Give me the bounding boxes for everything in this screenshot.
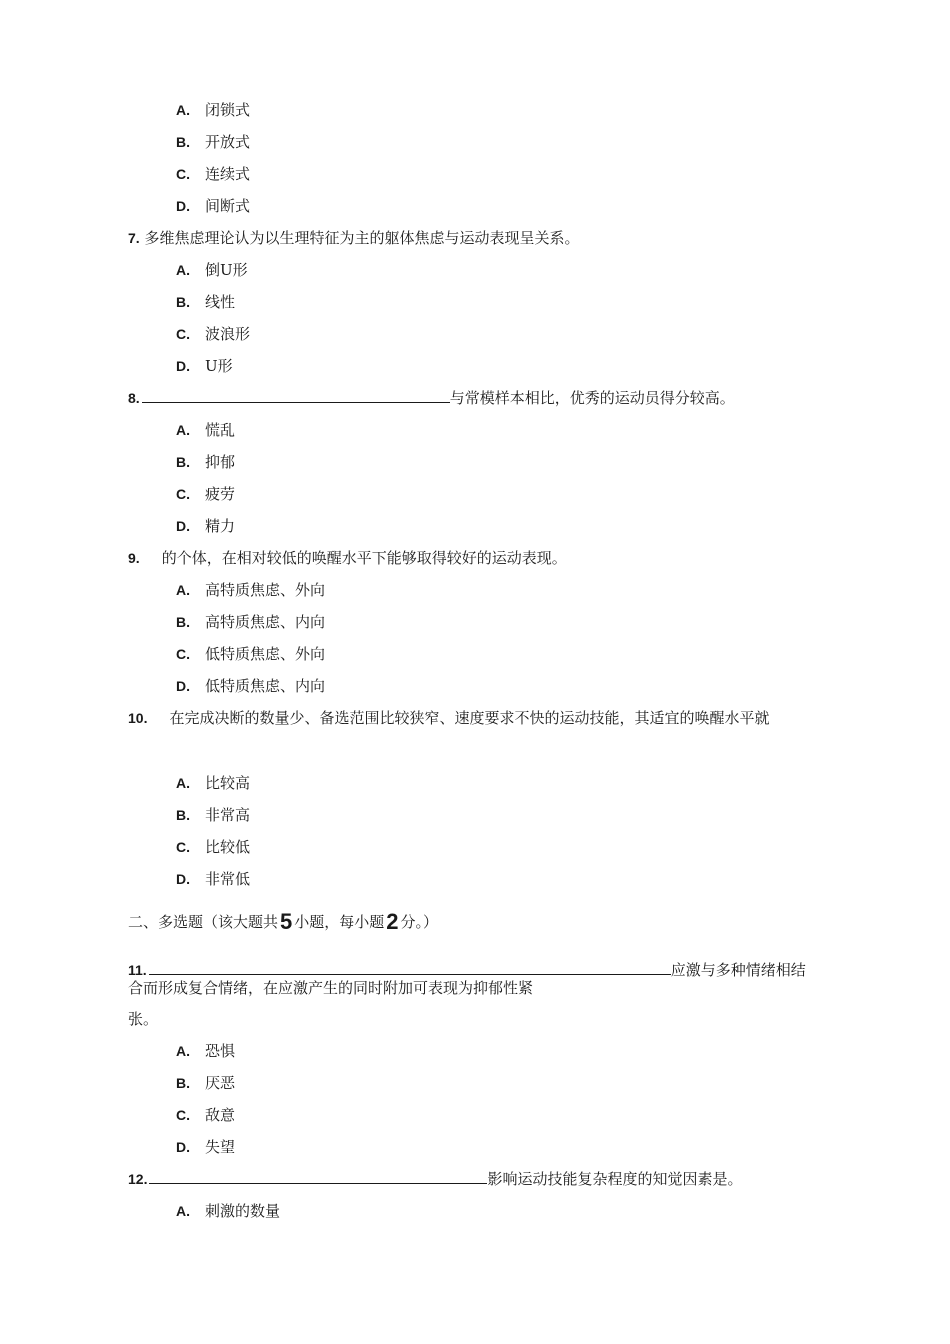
q10-option-c — [176, 837, 250, 857]
option-text: 线性 — [205, 293, 236, 311]
question-text: 应激与多种情绪相结 — [670, 961, 806, 979]
option-letter: A. — [176, 1203, 190, 1219]
option-letter: D. — [176, 198, 190, 214]
question-text: 多维焦虑理论认为以生理特征为主的躯体焦虑与运动表现呈关系。 — [144, 229, 580, 247]
option-text: 闭锁式 — [205, 101, 251, 119]
answer-blank — [142, 388, 450, 403]
q6-option-a — [176, 100, 250, 120]
option-text: 间断式 — [205, 197, 251, 215]
option-letter: B. — [176, 614, 190, 630]
q9-option-a — [176, 580, 325, 600]
option-letter: A. — [176, 422, 190, 438]
option-text: 波浪形 — [205, 325, 251, 343]
option-text: 敌意 — [205, 1106, 236, 1124]
option-text: 比较高 — [205, 774, 251, 792]
option-letter: A. — [176, 582, 190, 598]
option-text: 比较低 — [205, 838, 251, 856]
q11-option-b — [176, 1073, 235, 1093]
question-number: 7. — [128, 230, 140, 246]
option-letter: D. — [176, 518, 190, 534]
answer-blank — [149, 960, 671, 975]
q6-option-d — [176, 196, 250, 216]
option-letter: C. — [176, 646, 190, 662]
question-10 — [128, 708, 769, 728]
option-text: 慌乱 — [205, 421, 236, 439]
option-text: 抑郁 — [205, 453, 236, 471]
option-letter: D. — [176, 358, 190, 374]
option-letter: D. — [176, 678, 190, 694]
option-text: 高特质焦虑、内向 — [205, 613, 326, 631]
question-number: 12. — [128, 1171, 148, 1187]
option-text: 厌恶 — [205, 1074, 236, 1092]
option-letter: A. — [176, 102, 190, 118]
option-letter: D. — [176, 1139, 190, 1155]
question-11 — [128, 960, 806, 980]
option-text: 高特质焦虑、外向 — [205, 581, 326, 599]
option-text: 恐惧 — [205, 1042, 236, 1060]
question-count: 5 — [280, 909, 293, 934]
q8-option-c — [176, 484, 235, 504]
section-heading — [128, 910, 438, 934]
option-letter: C. — [176, 326, 190, 342]
option-text: 连续式 — [205, 165, 251, 183]
option-text: 低特质焦虑、外向 — [205, 645, 326, 663]
option-letter: C. — [176, 486, 190, 502]
question-7 — [128, 228, 579, 248]
option-text: 精力 — [205, 517, 236, 535]
option-text: 失望 — [205, 1138, 236, 1156]
section-middle: 小题，每小题 — [294, 913, 385, 931]
option-letter: C. — [176, 839, 190, 855]
question-number: 10. — [128, 710, 148, 726]
option-letter: B. — [176, 134, 190, 150]
option-letter: A. — [176, 1043, 190, 1059]
option-text: 倒U形 — [205, 261, 248, 279]
question-9 — [128, 548, 567, 568]
q9-option-b — [176, 612, 325, 632]
q6-option-c — [176, 164, 250, 184]
q10-option-b — [176, 805, 250, 825]
question-number: 9. — [128, 550, 140, 566]
question-8 — [128, 388, 735, 408]
option-letter: D. — [176, 871, 190, 887]
q11-option-c — [176, 1105, 235, 1125]
q11-option-d — [176, 1137, 235, 1157]
option-letter: C. — [176, 1107, 190, 1123]
answer-blank — [149, 1169, 487, 1184]
q7-option-c — [176, 324, 250, 344]
option-letter: A. — [176, 262, 190, 278]
q9-option-c — [176, 644, 325, 664]
section-prefix: 二、多选题（该大题共 — [128, 913, 279, 931]
question-11-line-2: 合而形成复合情绪，在应激产生的同时附加可表现为抑郁性紧 — [128, 979, 534, 997]
q7-option-a — [176, 260, 248, 280]
question-12 — [128, 1169, 742, 1189]
option-text: U形 — [205, 357, 233, 375]
q10-option-d — [176, 869, 250, 889]
option-text: 非常低 — [205, 870, 251, 888]
q9-option-d — [176, 676, 325, 696]
q8-option-a — [176, 420, 235, 440]
q7-option-b — [176, 292, 235, 312]
question-text: 影响运动技能复杂程度的知觉因素是。 — [487, 1170, 743, 1188]
q11-option-a — [176, 1041, 235, 1061]
question-text: 的个体，在相对较低的唤醒水平下能够取得较好的运动表现。 — [161, 549, 567, 567]
option-text: 开放式 — [205, 133, 251, 151]
q6-option-b — [176, 132, 250, 152]
points-per-question: 2 — [386, 909, 399, 934]
option-text: 刺激的数量 — [205, 1202, 281, 1220]
option-letter: B. — [176, 294, 190, 310]
section-suffix: 分。） — [400, 913, 439, 931]
question-11-line-3: 张。 — [128, 1010, 159, 1028]
option-letter: B. — [176, 454, 190, 470]
option-letter: B. — [176, 807, 190, 823]
q10-option-a — [176, 773, 250, 793]
q12-option-a — [176, 1201, 280, 1221]
question-number: 11. — [128, 962, 147, 978]
q7-option-d — [176, 356, 233, 376]
q8-option-b — [176, 452, 235, 472]
question-text: 在完成决断的数量少、备选范围比较狭窄、速度要求不快的运动技能，其适宜的唤醒水平就 — [169, 709, 770, 727]
option-text: 非常高 — [205, 806, 251, 824]
option-letter: C. — [176, 166, 190, 182]
question-text: 与常模样本相比，优秀的运动员得分较高。 — [449, 389, 735, 407]
option-letter: A. — [176, 775, 190, 791]
option-letter: B. — [176, 1075, 190, 1091]
q8-option-d — [176, 516, 235, 536]
option-text: 疲劳 — [205, 485, 236, 503]
question-number: 8. — [128, 390, 140, 406]
option-text: 低特质焦虑、内向 — [205, 677, 326, 695]
